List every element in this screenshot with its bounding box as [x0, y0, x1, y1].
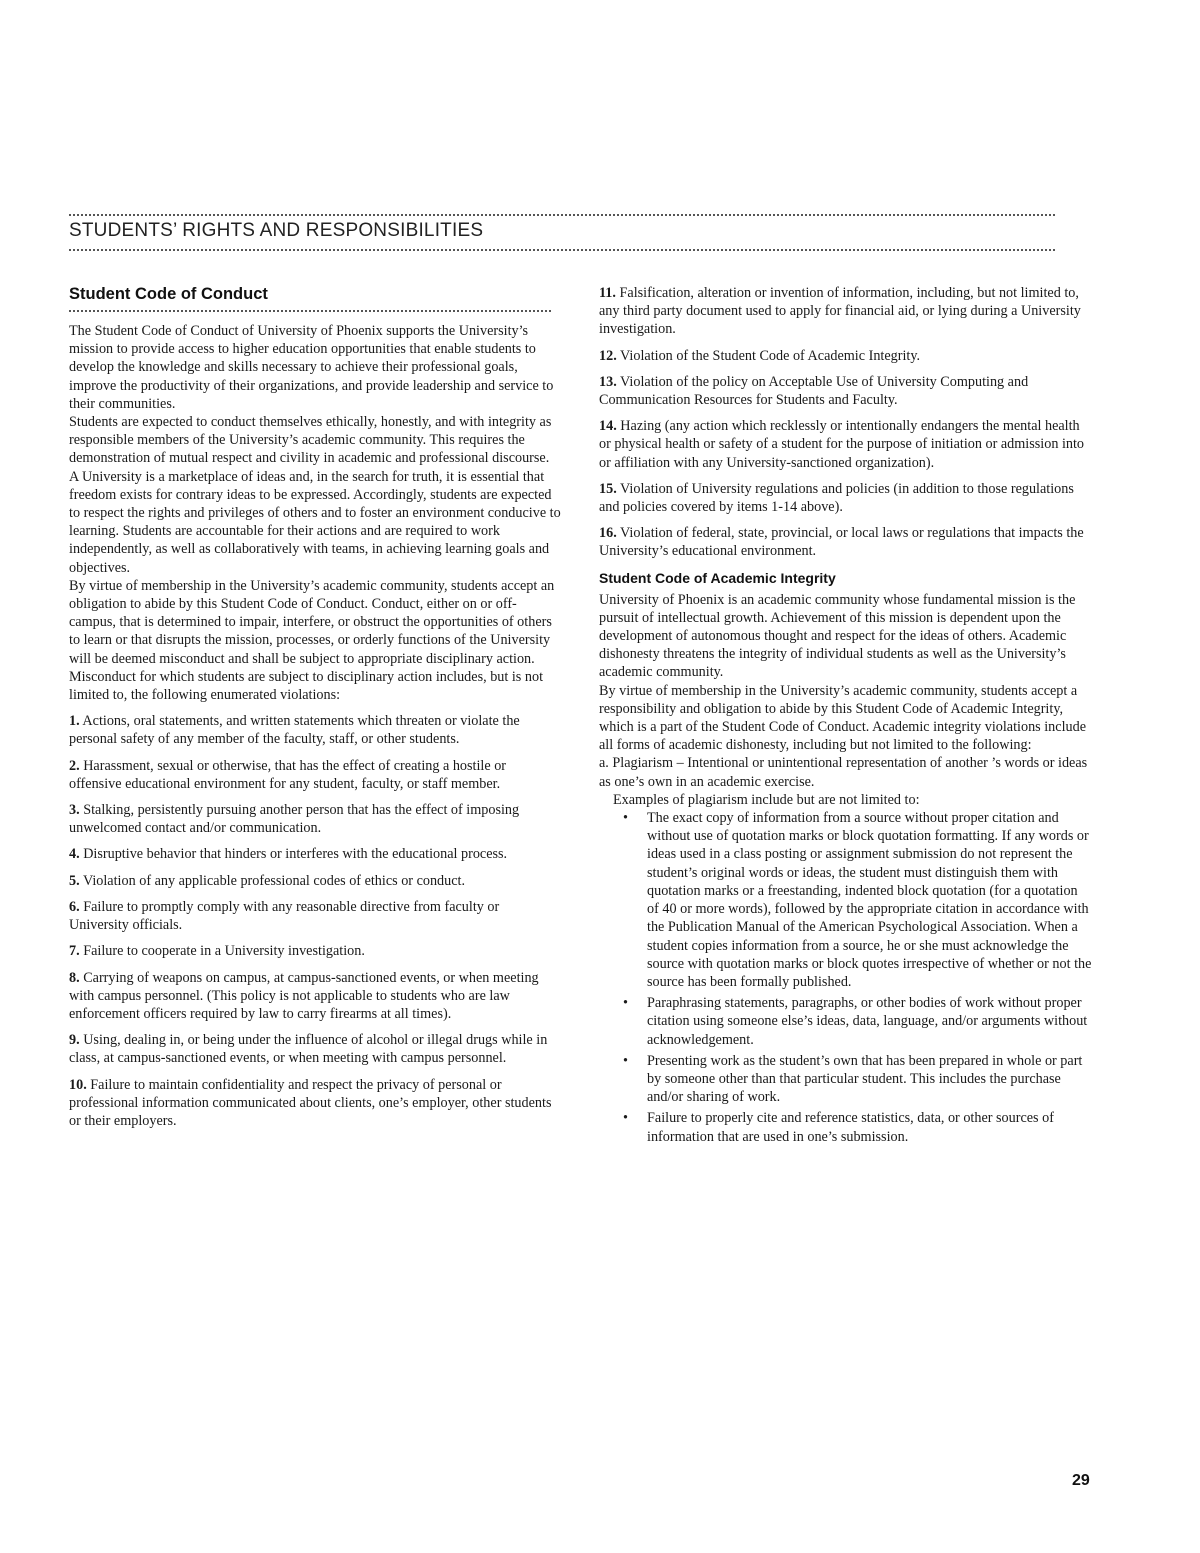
paragraph: A University is a marketplace of ideas and, in the search for truth, it is essential that freedom exists for contrary ideas to be expressed. Accordingly, students are expected to respect the rights and privileges of others and to foster an environment conducive to learning. Students are accountable for their actions and are required to work independently, as well as collaboratively with teams, in achieving learning goals and objectives.: [69, 468, 561, 576]
violation-item: [599, 284, 1092, 339]
examples-intro: Examples of plagiarism include but are not limited to:: [613, 791, 920, 808]
item-text: Hazing (any action which recklessly or intentionally endangers the mental health or physical health or safety of a student for the purpose of initiation or admission into or affiliation with any University-sanctioned organization).: [599, 418, 1085, 471]
paragraph: By virtue of membership in the University’s academic community, students accept an obligation to abide by this Student Code of Conduct. Conduct, either on or off-campus, that is determined to impair, interfere, or obstruct the opportunities of others to learn or that disrupts the mission, processes, or orderly functions of the University will be deemed misconduct and shall be subject to appropriate disciplinary action.: [69, 577, 555, 667]
list-item: [599, 994, 1092, 1049]
item-number: 12.: [599, 347, 617, 364]
item-number: 15.: [599, 480, 617, 497]
item-text: Disruptive behavior that hinders or interferes with the educational process.: [83, 846, 508, 863]
item-text: Violation of any applicable professional codes of ethics or conduct.: [82, 872, 466, 889]
item-text: Falsification, alteration or invention of information, including, but not limited to, any third party document used to apply for financial aid, or lying during a University investigation.: [599, 285, 1081, 338]
heading-academic-integrity: Student Code of Academic Integrity: [599, 569, 836, 586]
list-item-text: The exact copy of information from a source without proper citation and without use of quotation marks or block quotation formatting. If any words or ideas used in a class posting or assignment submission do not represent the student’s original words or ideas, the student must distinguish them with quotation marks or a freestanding, indented block quotation (for a quotation of 40 or more words), followed by the appropriate citation in accordance with the Publication Manual of the American Psychological Association. When a student copies information from a source, he or she must acknowledge the source with quotation marks or block quotes irrespective of whether or not the source has been formally published.: [647, 810, 1092, 990]
item-number: 9.: [69, 1032, 80, 1049]
violation-item: [69, 969, 561, 1024]
paragraph: a. Plagiarism – Intentional or unintentional representation of another ’s words or ideas as one’s own in an academic exercise.: [599, 755, 1088, 790]
item-text: Violation of University regulations and policies (in addition to those regulations and policies covered by items 1-14 above).: [599, 480, 1074, 516]
heading-dotted-rule: [69, 310, 551, 312]
heading-student-code-of-conduct: Student Code of Conduct: [69, 285, 268, 303]
violation-item: [69, 801, 561, 837]
violation-item: [69, 898, 561, 934]
item-text: Carrying of weapons on campus, at campus-sanctioned events, or when meeting with campus personnel. (This policy is not applicable to students who are law enforcement officers required by law to carry firearms at all times).: [69, 969, 539, 1022]
page-number: 29: [1072, 1472, 1090, 1489]
bullet-icon: •: [623, 995, 628, 1012]
violation-item: [599, 417, 1092, 472]
violation-item: [69, 1031, 561, 1067]
paragraph: Students are expected to conduct themselves ethically, honestly, and with integrity as responsible members of the University’s academic community. This requires the demonstration of mutual respect and civility in academic and professional discourse.: [69, 414, 552, 467]
item-number: 8.: [69, 969, 80, 986]
item-number: 16.: [599, 525, 617, 542]
list-item: [599, 1052, 1092, 1107]
item-number: 11.: [599, 285, 616, 301]
item-number: 1.: [69, 713, 80, 730]
violation-item: [69, 845, 561, 863]
item-text: Using, dealing in, or being under the influence of alcohol or illegal drugs while in class, at campus-sanctioned events, or when meeting with campus personnel.: [69, 1032, 548, 1067]
violation-item: [69, 1076, 561, 1131]
item-text: Failure to maintain confidentiality and respect the privacy of personal or professional information communicated about clients, one’s employer, other students or their employers.: [69, 1076, 552, 1129]
section-title: STUDENTS’ RIGHTS AND RESPONSIBILITIES: [69, 220, 484, 241]
list-item-text: Failure to properly cite and reference statistics, data, or other sources of information that are used in one’s submission.: [647, 1110, 1054, 1145]
item-text: Failure to cooperate in a University investigation.: [83, 943, 365, 960]
paragraph: University of Phoenix is an academic community whose fundamental mission is the pursuit of intellectual growth. Achievement of this mission is dependent upon the development of autonomous thought and respect for the ideas of others. Academic dishonesty threatens the integrity of individual students as well as the University’s academic community.: [599, 591, 1076, 681]
left-column: [69, 284, 561, 1138]
right-column: [599, 284, 1092, 1149]
item-number: 7.: [69, 943, 80, 960]
bullet-icon: •: [623, 1052, 628, 1069]
item-text: Violation of federal, state, provincial, or local laws or regulations that impacts the University’s educational environment.: [599, 525, 1084, 560]
item-text: Violation of the Student Code of Academic Integrity.: [620, 347, 921, 364]
item-number: 4.: [69, 846, 80, 863]
violation-item: [69, 712, 561, 748]
list-item: [599, 1109, 1092, 1145]
paragraph: The Student Code of Conduct of University of Phoenix supports the University’s mission to provide access to higher education opportunities that enable students to develop the knowledge and skills necessary to achieve their professional goals, improve the productivity of their organizations, and provide leadership and service to their communities.: [69, 323, 554, 412]
violation-item: [69, 872, 561, 890]
bullet-icon: •: [623, 810, 628, 827]
item-number: 5.: [69, 872, 80, 889]
bullet-icon: •: [623, 1110, 628, 1127]
item-text: Harassment, sexual or otherwise, that has the effect of creating a hostile or offensive educational environment for any student, faculty, or staff member.: [69, 757, 507, 792]
list-item-text: Presenting work as the student’s own that has been prepared in whole or part by someone other than that particular student. This includes the purchase and/or sharing of work.: [647, 1052, 1083, 1106]
item-number: 2.: [69, 757, 80, 774]
item-number: 6.: [69, 898, 80, 915]
item-number: 10.: [69, 1076, 87, 1093]
paragraph: By virtue of membership in the University’s academic community, students accept a responsibility and obligation to abide by this Student Code of Academic Integrity, which is a part of the Student Code of Conduct. Academic integrity violations include all forms of academic dishonesty, including but not limited to the following:: [599, 682, 1087, 754]
item-text: Stalking, persistently pursuing another person that has the effect of imposing unwelcomed contact and/or communication.: [69, 802, 520, 837]
plagiarism-examples-list: [599, 809, 1092, 1146]
item-number: 3.: [69, 802, 80, 819]
list-item: [599, 809, 1092, 991]
item-text: Failure to promptly comply with any reasonable directive from faculty or University officials.: [69, 898, 500, 934]
paragraph: Misconduct for which students are subject to disciplinary action includes, but is not limited to, the following enumerated violations:: [69, 668, 544, 704]
violation-item: [69, 757, 561, 793]
item-text: Actions, oral statements, and written statements which threaten or violate the personal safety of any member of the faculty, staff, or other students.: [69, 713, 520, 748]
violation-item: [599, 373, 1092, 409]
violation-item: [599, 347, 1092, 365]
item-number: 13.: [599, 373, 617, 390]
item-text: Violation of the policy on Acceptable Use of University Computing and Communication Resources for Students and Faculty.: [599, 373, 1029, 409]
item-number: 14.: [599, 418, 617, 435]
title-dotted-rule: [69, 249, 1055, 251]
list-item-text: Paraphrasing statements, paragraphs, or other bodies of work without proper citation using someone else’s ideas, data, language, and/or arguments without acknowledgement.: [647, 995, 1088, 1048]
top-dotted-rule: [69, 214, 1055, 216]
violation-item: [599, 524, 1092, 560]
violation-item: [599, 480, 1092, 516]
violation-item: [69, 942, 561, 960]
